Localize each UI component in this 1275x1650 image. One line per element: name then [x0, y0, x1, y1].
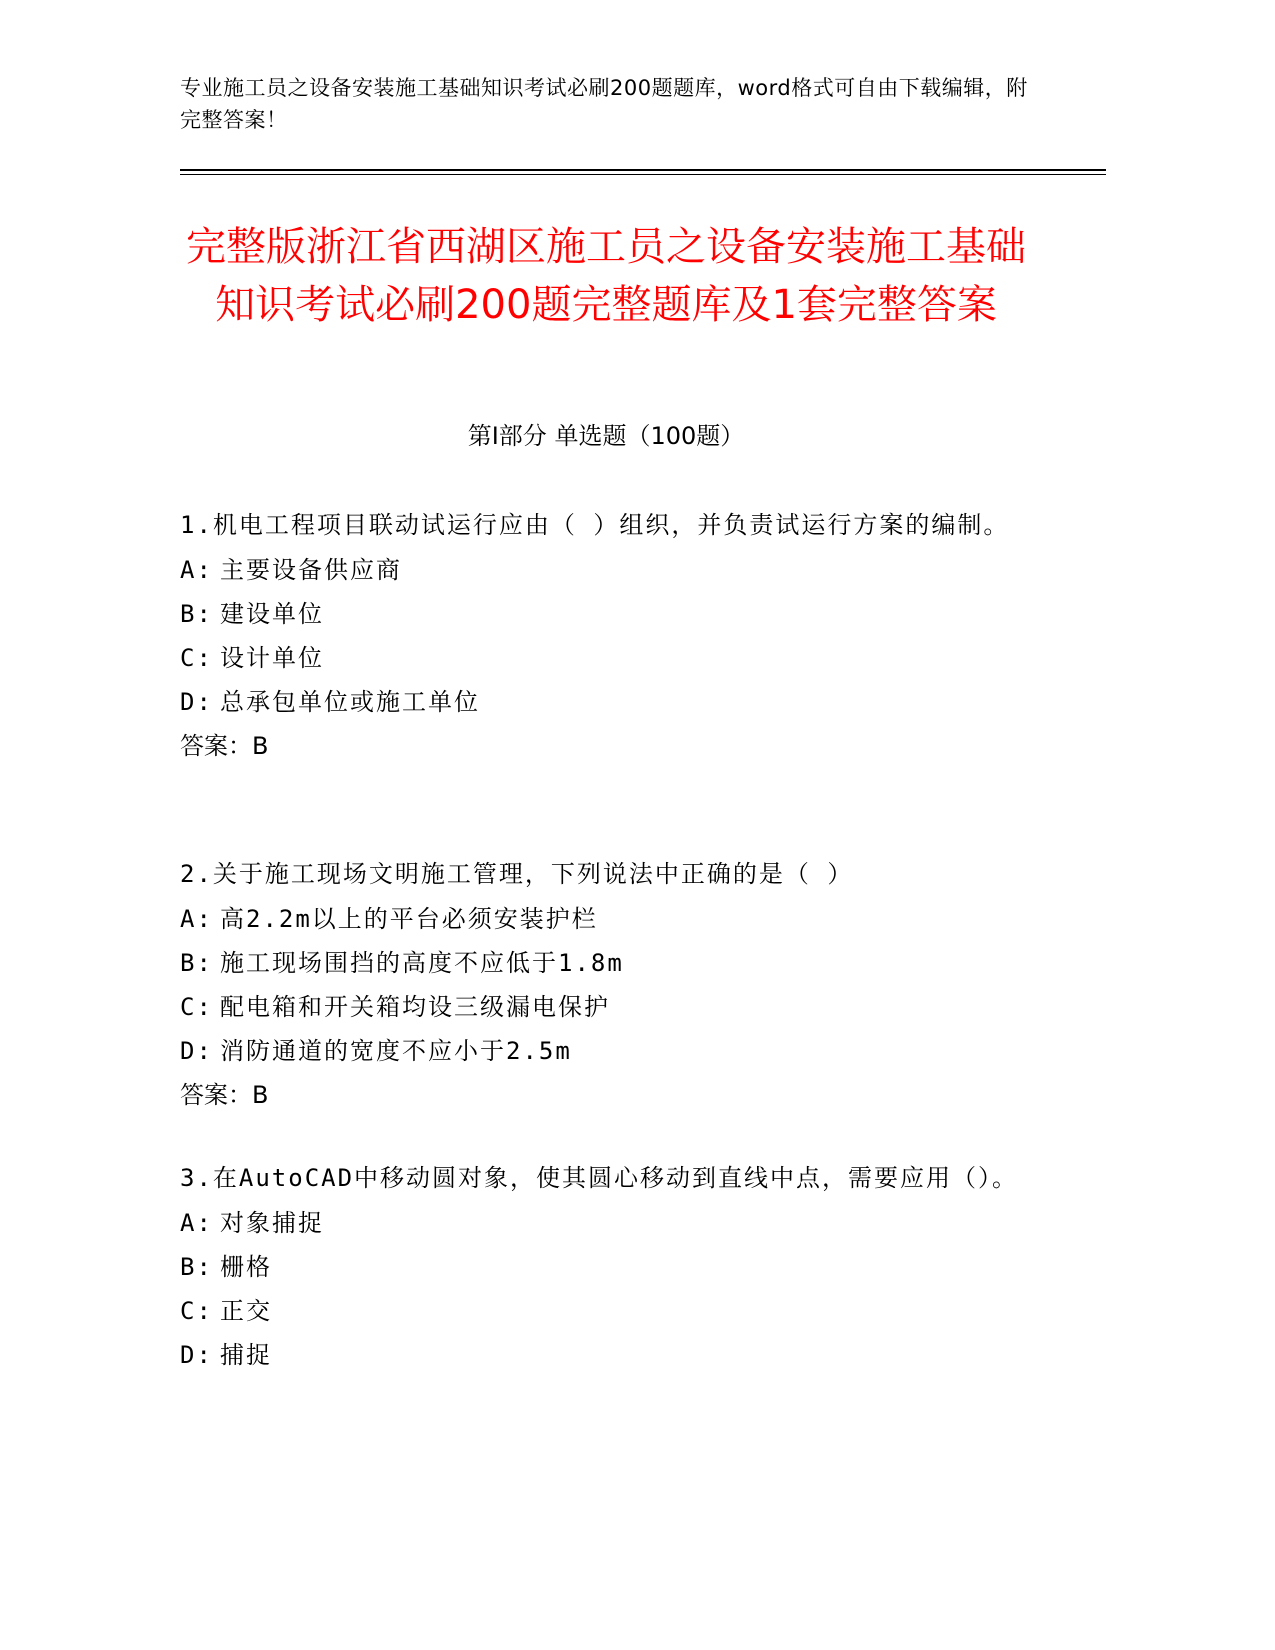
- answer: 答案：B: [180, 732, 269, 760]
- option-c: [180, 1289, 1040, 1333]
- option-text: 施工现场围挡的高度不应低于1.8m: [220, 949, 624, 977]
- section-heading: 第Ⅰ部分 单选题（100题）: [467, 422, 745, 450]
- option-text: 高2.2m以上的平台必须安装护栏: [220, 905, 598, 933]
- option-b: [180, 592, 1040, 636]
- header-rule: [180, 169, 1106, 171]
- option-b: [180, 941, 1040, 985]
- header-note: 专业施工员之设备安装施工基础知识考试必刷200题题库，word格式可自由下载编辑，附完整答案！: [180, 76, 1028, 132]
- option-text: 正交: [220, 1297, 272, 1325]
- question-stem: 1.机电工程项目联动试运行应由（ ）组织，并负责试运行方案的编制。: [180, 511, 1010, 539]
- option-letter: A:: [180, 556, 213, 584]
- option-text: 配电箱和开关箱均设三级漏电保护: [220, 993, 610, 1021]
- option-letter: C:: [180, 1297, 213, 1325]
- option-letter: C:: [180, 993, 213, 1021]
- option-letter: B:: [180, 949, 213, 977]
- option-text: 总承包单位或施工单位: [220, 688, 480, 716]
- option-letter: D:: [180, 1341, 213, 1369]
- option-c: [180, 636, 1040, 680]
- option-text: 主要设备供应商: [220, 556, 402, 584]
- option-letter: B:: [180, 600, 213, 628]
- option-d: [180, 680, 1040, 724]
- header-rule-thin: [180, 174, 1106, 175]
- option-text: 捕捉: [220, 1341, 272, 1369]
- option-text: 栅格: [220, 1253, 272, 1281]
- option-a: [180, 548, 1040, 592]
- option-letter: A:: [180, 905, 213, 933]
- question-3: [180, 1155, 1040, 1377]
- question-2: [180, 851, 1040, 1117]
- option-d: [180, 1333, 1040, 1377]
- option-a: [180, 897, 1040, 941]
- option-a: [180, 1201, 1040, 1245]
- option-letter: B:: [180, 1253, 213, 1281]
- option-c: [180, 985, 1040, 1029]
- option-d: [180, 1029, 1040, 1073]
- option-letter: A:: [180, 1209, 213, 1237]
- option-text: 消防通道的宽度不应小于2.5m: [220, 1037, 572, 1065]
- option-text: 建设单位: [220, 600, 324, 628]
- answer: 答案：B: [180, 1081, 269, 1109]
- document-title: 完整版浙江省西湖区施工员之设备安装施工基础知识考试必刷200题完整题库及1套完整答案: [186, 224, 1026, 328]
- question-stem: 3.在AutoCAD中移动圆对象，使其圆心移动到直线中点，需要应用（）。: [180, 1164, 1019, 1192]
- option-letter: D:: [180, 688, 213, 716]
- option-text: 对象捕捉: [220, 1209, 324, 1237]
- question-1: [180, 502, 1040, 768]
- option-letter: D:: [180, 1037, 213, 1065]
- option-b: [180, 1245, 1040, 1289]
- option-letter: C:: [180, 644, 213, 672]
- option-text: 设计单位: [220, 644, 324, 672]
- question-stem: 2.关于施工现场文明施工管理，下列说法中正确的是（ ）: [180, 860, 854, 888]
